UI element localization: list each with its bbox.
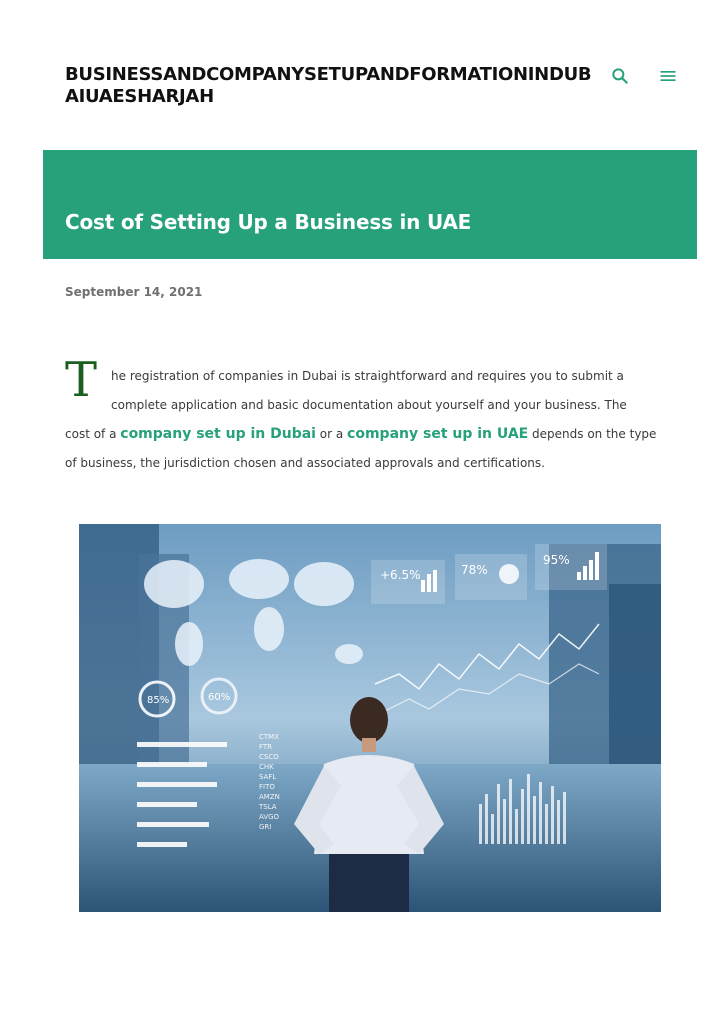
ticker: CSCO — [259, 753, 279, 761]
menu-icon[interactable] — [656, 64, 680, 88]
ticker: AMZN — [259, 793, 280, 801]
post-title-banner — [43, 150, 697, 259]
header-actions — [608, 64, 680, 88]
link-company-setup-dubai[interactable]: company set up in Dubai — [120, 426, 316, 442]
body-line-3 — [65, 420, 673, 449]
stat-card-2: 78% — [461, 563, 488, 577]
ticker: CTMX — [259, 733, 279, 741]
ticker: TSLA — [259, 803, 277, 811]
ticker: GRI — [259, 823, 272, 831]
blog-title[interactable]: BUSINESSANDCOMPANYSETUPANDFORMATIONINDUBAIUAESHARJAH — [65, 64, 592, 107]
ticker: FITO — [259, 783, 275, 791]
body-text-segment: depends on the type — [528, 427, 657, 441]
search-icon[interactable] — [608, 64, 632, 88]
hero-image — [79, 524, 661, 912]
body-text-segment: or a — [315, 427, 348, 441]
ring-stat-1: 85% — [147, 695, 170, 706]
post-title: Cost of Setting Up a Business in UAE — [65, 210, 472, 234]
drop-cap: T — [65, 352, 98, 408]
stat-card-3: 95% — [543, 553, 570, 567]
post-date: September 14, 2021 — [65, 285, 203, 299]
ticker: CHK — [259, 763, 274, 771]
blog-header — [65, 64, 595, 108]
body-line-4: of business, the jurisdiction chosen and associated approvals and certifications. — [65, 456, 545, 470]
stat-card-1: +6.5% — [380, 568, 421, 582]
ticker: FTR — [259, 743, 273, 751]
ticker: AVGO — [259, 813, 280, 821]
ring-stat-2: 60% — [208, 692, 231, 703]
link-company-setup-uae[interactable]: company set up in UAE — [347, 426, 529, 442]
body-line-1: he registration of companies in Dubai is straightforward and requires you to submit a — [111, 369, 624, 383]
body-text-segment: cost of a — [65, 427, 121, 441]
body-line-2: complete application and basic documentation about yourself and your business. The — [111, 398, 627, 412]
post-body — [65, 352, 673, 478]
ticker: SAFL — [259, 773, 277, 781]
hero-illustration — [79, 524, 661, 912]
